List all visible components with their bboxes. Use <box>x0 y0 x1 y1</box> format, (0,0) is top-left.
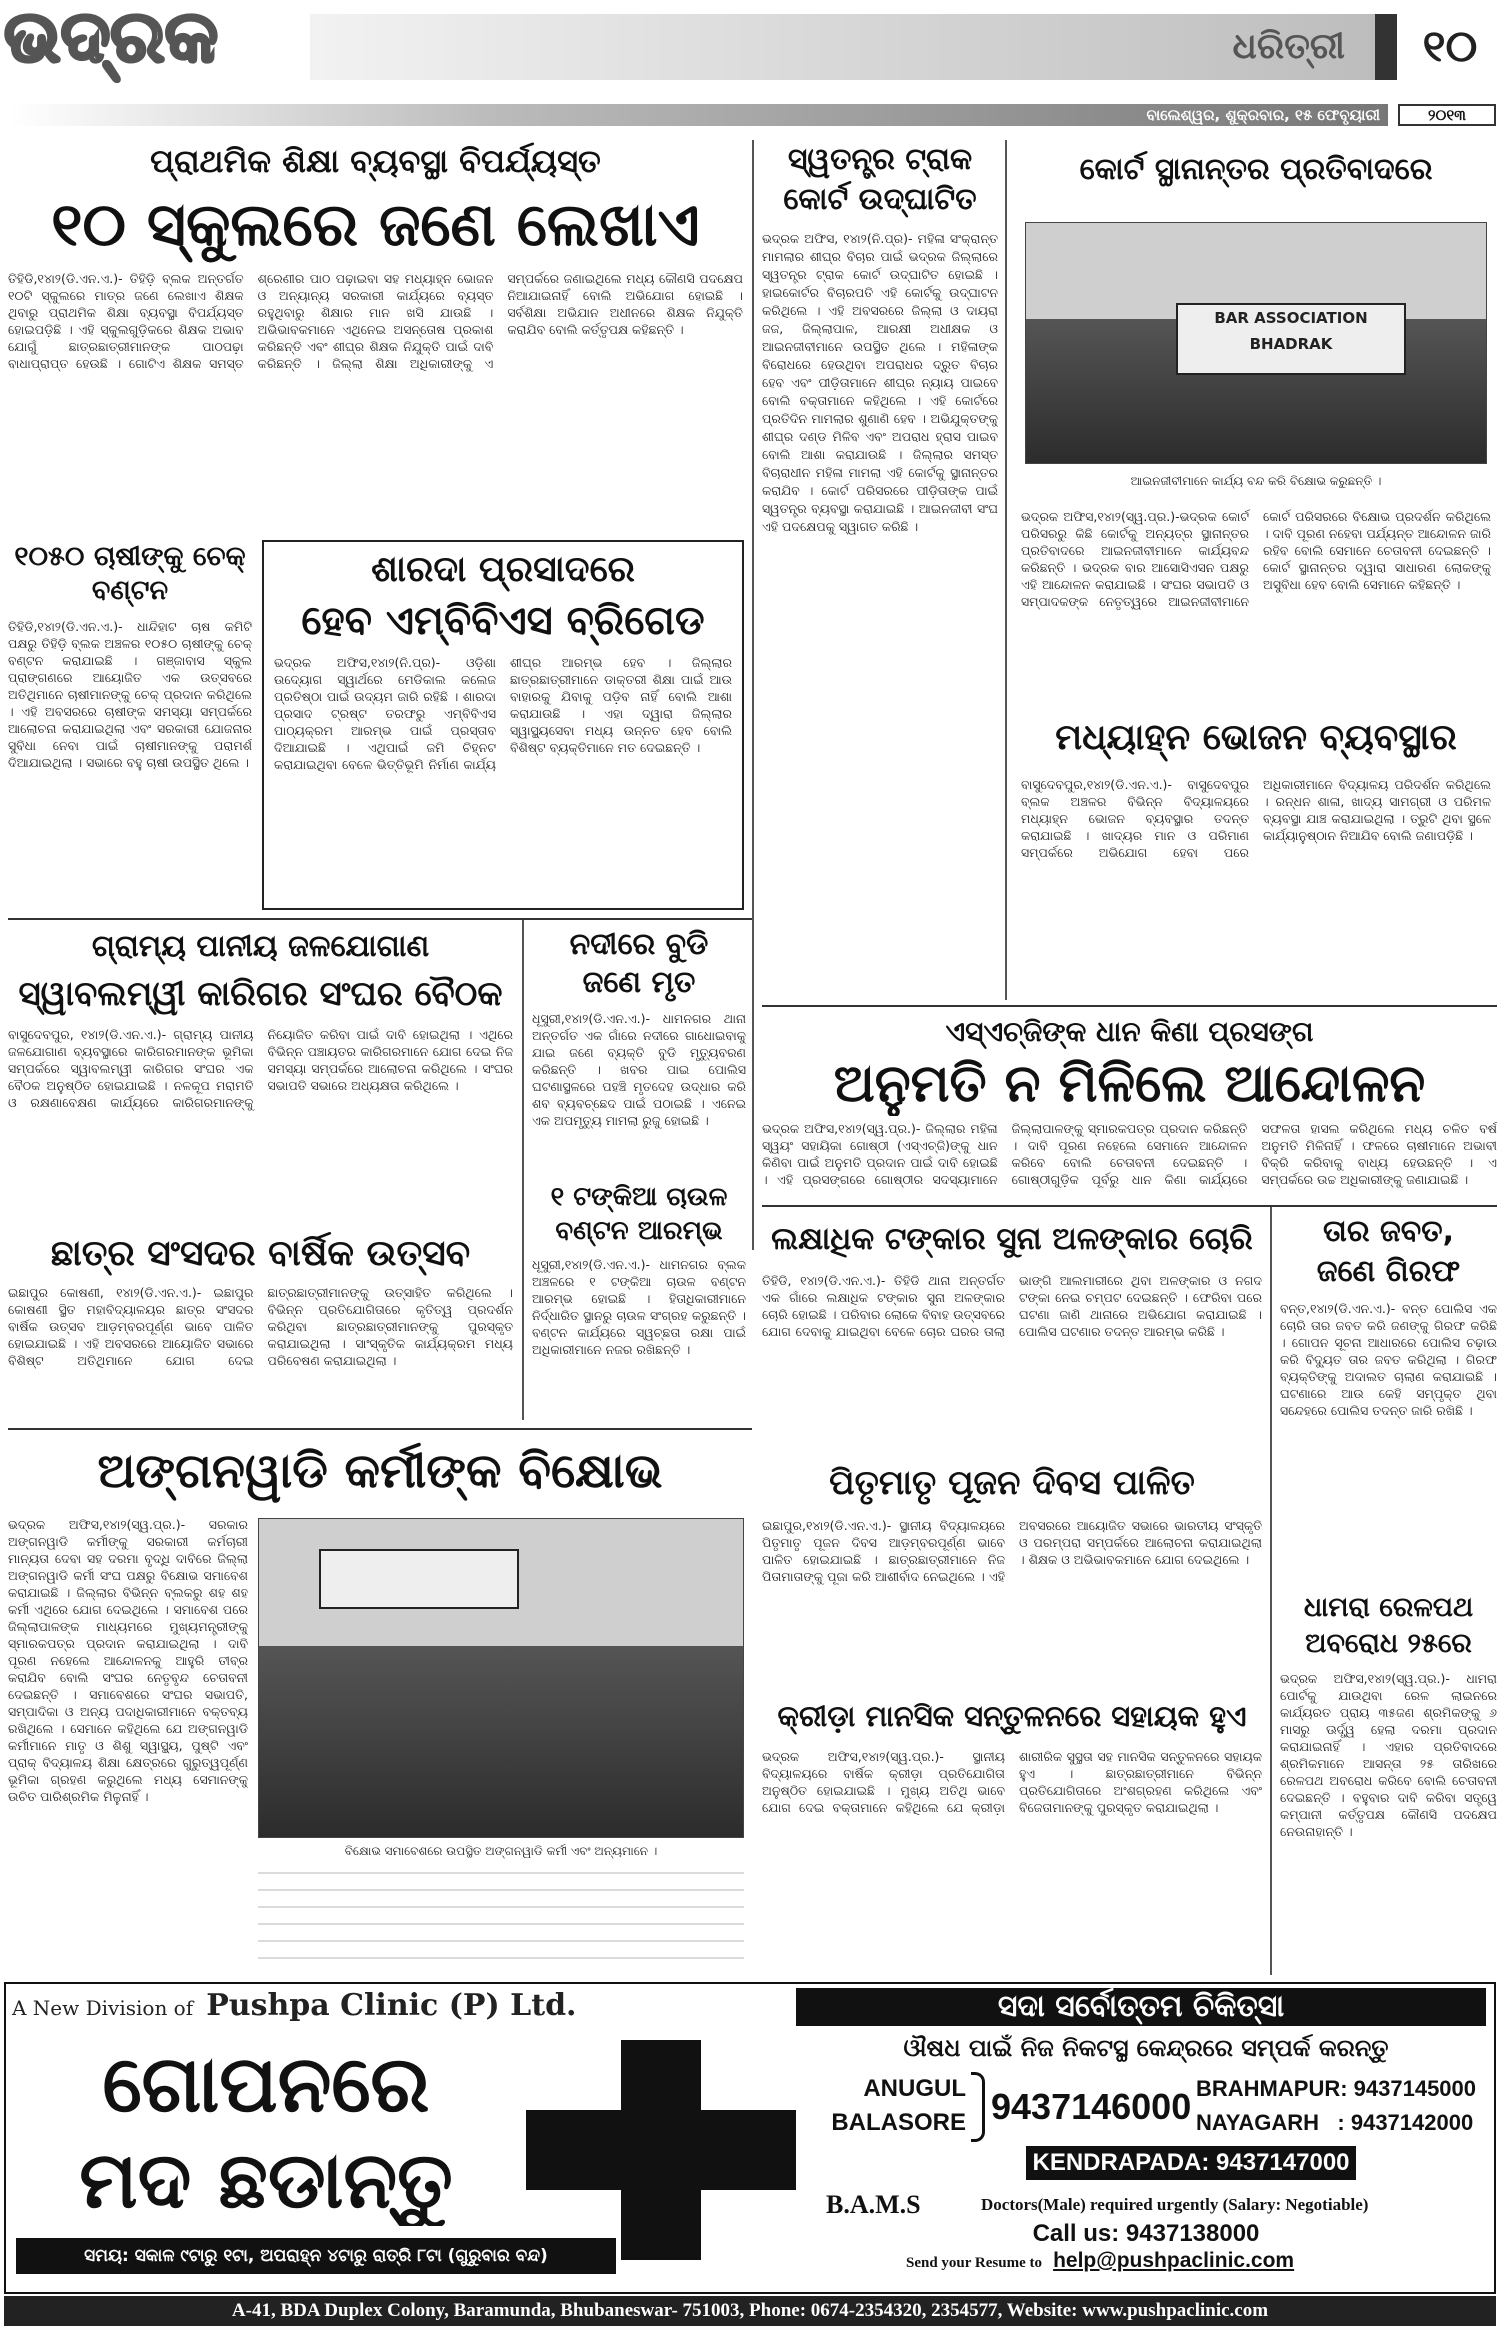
water-headline-line2: ସ୍ୱାବଲମ୍ୱୀ କାରିଗର ସଂଘର ବୈଠକ <box>18 974 503 1014</box>
railway-article <box>1280 1590 1497 1975</box>
brace <box>971 2072 985 2142</box>
anganwadi-body-cont <box>258 1868 744 1970</box>
masthead-logo: ଭଦ୍ରକ <box>4 0 218 78</box>
masthead <box>0 0 1500 128</box>
sharada-headline-line2: ହେବ ଏମ୍ବିବିଏସ ବ୍ରିଗେଡ <box>301 598 705 644</box>
river-article <box>532 926 746 1171</box>
anganwadi-photo <box>258 1518 744 1838</box>
center-nayagarh: NAYAGARH : 9437142000 <box>1196 2110 1474 2135</box>
call-us: Call us: 9437138000 <box>1032 2220 1260 2247</box>
gold-headline: ଲକ୍ଷାଧିକ ଟଙ୍କାର ସୁନା ଅଳଙ୍କାର ଚୋରି <box>771 1221 1253 1257</box>
center-brahmapur: BRAHMAPUR: 9437145000 <box>1196 2076 1477 2101</box>
court-body: ଭଦ୍ରକ ଅଫିସ,୧୪ା୨(ସ୍ୱ.ପ୍ର.)-ଭଦ୍ରକ କୋର୍ଟ ପରିସରରୁ କିଛି କୋର୍ଟକୁ ଅନ୍ୟତ୍ର ସ୍ଥାନାନ୍ତର ପ୍ରତିବାଦରେ ଆଇନଜୀବୀମାନେ କାର୍ଯ୍ୟବନ୍ଦ କରିଛନ୍ତି । ଭଦ୍ରକ ବାର ଆସୋସିଏସନ ପକ୍ଷରୁ ଏହି ଆନ୍ଦୋଳନ କରାଯାଇଛି । ସଂଘର ସଭାପତି ଓ ସମ୍ପାଦକଙ୍କ ନେତୃତ୍ୱରେ ଆଇନଜୀବୀମାନେ କୋର୍ଟ ପରିସରରେ ବିକ୍ଷୋଭ ପ୍ରଦର୍ଶନ କରିଥିଲେ । ଦାବି ପୂରଣ ନହେବା ପର୍ଯ୍ୟନ୍ତ ଆନ୍ଦୋଳନ ଜାରି ରହିବ ବୋଲି ସେମାନେ ଚେତାବନୀ ଦେଇଛନ୍ତି । କୋର୍ଟ ସ୍ଥାନାନ୍ତର ଦ୍ୱାରା ସାଧାରଣ ଲୋକଙ୍କୁ ଅସୁବିଧା ହେବ ବୋଲି ସେମାନେ କହିଛନ୍ତି । <box>1021 509 1491 609</box>
page-number: ୧୦ <box>1422 21 1478 72</box>
railway-headline-line1: ଧାମରା ରେଳପଥ <box>1303 1592 1474 1623</box>
clinic-name: Pushpa Clinic (P) Ltd. <box>206 1988 577 2023</box>
section-rule <box>762 1205 1497 1207</box>
gold-article <box>762 1212 1262 1452</box>
court-caption: ଆଇନଜୀବୀମାନେ କାର୍ଯ୍ୟ ବନ୍ଦ କରି ବିକ୍ଷୋଭ କରୁଛନ୍ତି । <box>1130 474 1382 488</box>
centers-left <box>816 2072 966 2142</box>
water-body: ବାସୁଦେବପୁର, ୧୪ା୨(ଡି.ଏନ.ଏ.)- ଗ୍ରାମ୍ୟ ପାନୀୟ ଜଳଯୋଗାଣ ବ୍ୟବସ୍ଥାରେ କାରିଗରମାନଙ୍କ ଭୂମିକା ସମ୍ପର୍କରେ ସ୍ୱାବଲମ୍ୱୀ କାରିଗର ସଂଘର ଏକ ବୈଠକ ଅନୁଷ୍ଠିତ ହୋଇଯାଇଛି । ନଳକୂପ ମରାମତି ଓ ରକ୍ଷଣାବେକ୍ଷଣ କାର୍ଯ୍ୟରେ କାରିଗରମାନଙ୍କୁ ନିୟୋଜିତ କରିବା ପାଇଁ ଦାବି ହୋଇଥିଲା । ଏଥିରେ ବିଭିନ୍ନ ପଞ୍ଚାୟତର କାରିଗରମାନେ ଯୋଗ ଦେଇ ନିଜ ସମସ୍ୟା ସମ୍ପର୍କରେ ଆଲୋଚନା କରିଥିଲେ । ସଂଘର ସଭାପତି ସଭାରେ ଅଧ୍ୟକ୍ଷତା କରିଥିଲେ । <box>8 1027 513 1110</box>
river-headline-line2: ଜଣେ ମୃତ <box>582 965 696 1000</box>
address-bar: A-41, BDA Duplex Colony, Baramunda, Bhubaneswar- 751003, Phone: 0674-2354320, 2354577, Website: www.pushpaclinic.com <box>4 2296 1496 2326</box>
anganwadi-photo-banner <box>319 1549 519 1609</box>
wire-body: ବନ୍ତ,୧୪ା୨(ଡି.ଏନ.ଏ.)- ବନ୍ତ ପୋଲିସ ଏକ ଚୋରି ତାର ଜବତ କରି ଜଣଙ୍କୁ ଗିରଫ କରିଛି । ଗୋପନ ସୂଚନା ଆଧାରରେ ପୋଲିସ ଚଢ଼ାଉ କରି ବିଦ୍ୟୁତ ତାର ଜବତ କରିଥିଲା । ଗିରଫ ବ୍ୟକ୍ତିଙ୍କୁ ଅଦାଲତ ଚାଲାଣ କରାଯାଇଛି । ଘଟଣାରେ ଆଉ କେହି ସମ୍ପୃକ୍ତ ଥିବା ସନ୍ଦେହରେ ପୋଲିସ ତଦନ୍ତ ଜାରି ରଖିଛି । <box>1280 1301 1497 1418</box>
cheque-body: ତିହିଡି,୧୪ା୨(ଡି.ଏନ.ଏ.)- ଧାନ୍ଦିହାଟ ଚାଷ କମିଟି ପକ୍ଷରୁ ତିହିଡ଼ି ବ୍ଲକ ଅଞ୍ଚଳର ୧୦୫୦ ଚାଷୀଙ୍କୁ ଚେକ୍ ବଣ୍ଟନ କରାଯାଇଛି । ଗଞ୍ଜାବାସ ସ୍କୁଲ ପ୍ରାଙ୍ଗଣରେ ଆୟୋଜିତ ଏକ ଉତ୍ସବରେ ଅତିଥିମାନେ ଚାଷୀମାନଙ୍କୁ ଚେକ୍ ପ୍ରଦାନ କରିଥିଲେ । ଏହି ଅବସରରେ ଚାଷୀଙ୍କ ସମସ୍ୟା ସମ୍ପର୍କରେ ଆଲୋଚନା କରାଯାଇଥିଲା ଏବଂ ସରକାରୀ ଯୋଜନାର ସୁବିଧା ନେବା ପାଇଁ ଚାଷୀମାନଙ୍କୁ ପରାମର୍ଶ ଦିଆଯାଇଥିଲା । ସଭାରେ ବହୁ ଚାଷୀ ଉପସ୍ଥିତ ଥିଲେ । <box>8 619 252 770</box>
contact-prompt: ଔଷଧ ପାଇଁ ନିଜ ନିକଟସ୍ଥ କେନ୍ଦ୍ରରେ ସମ୍ପର୍କ କରନ୍ତୁ <box>903 2034 1389 2062</box>
school-headline: ୧୦ ସ୍କୁଲରେ ଜଣେ ଲେଖାଏ <box>51 190 700 260</box>
sports-body: ଭଦ୍ରକ ଅଫିସ,୧୪ା୨(ସ୍ୱ.ପ୍ର.)- ସ୍ଥାନୀୟ ବିଦ୍ୟାଳୟରେ ବାର୍ଷିକ କ୍ରୀଡ଼ା ପ୍ରତିଯୋଗିତା ଅନୁଷ୍ଠିତ ହୋଇଯାଇଛି । ମୁଖ୍ୟ ଅତିଥି ଭାବେ ଯୋଗ ଦେଇ ବକ୍ତାମାନେ କହିଥିଲେ ଯେ କ୍ରୀଡ଼ା ଶାରୀରିକ ସୁସ୍ଥତା ସହ ମାନସିକ ସନ୍ତୁଳନରେ ସହାୟକ ହୁଏ । ଛାତ୍ରଛାତ୍ରୀମାନେ ବିଭିନ୍ନ ପ୍ରତିଯୋଗିତାରେ ଅଂଶଗ୍ରହଣ କରିଥିଲେ ଏବଂ ବିଜେତାମାନଙ୍କୁ ପୁରସ୍କୃତ କରାଯାଇଥିଲା । <box>762 1749 1262 1815</box>
bams: B.A.M.S <box>826 2190 921 2219</box>
section-rule <box>8 1428 752 1430</box>
email-link[interactable]: help@pushpaclinic.com <box>1053 2249 1295 2272</box>
main-line1: ଗୋପନରେ <box>102 2040 430 2130</box>
vacancy: Doctors(Male) required urgently (Salary: Negotiable) <box>981 2195 1369 2214</box>
anganwadi-article <box>8 1436 752 1976</box>
year-box: ୨୦୧୩ <box>1398 104 1496 126</box>
parliament-article <box>8 1230 513 1425</box>
sharada-body: ଭଦ୍ରକ ଅଫିସ,୧୪ା୨(ନି.ପ୍ର)- ଓଡ଼ିଶା ଉଦ୍ୟୋଗ ସ୍ୱାର୍ଥରେ ମେଡିକାଲ କଲେଜ ପ୍ରତିଷ୍ଠା ପାଇଁ ଉଦ୍ୟମ ଜାରି ରହିଛି । ଶାରଦା ପ୍ରସାଦ ଟ୍ରଷ୍ଟ ତରଫରୁ ଏମ୍ବିବିଏସ ପାଠ୍ୟକ୍ରମ ଆରମ୍ଭ ପାଇଁ ପ୍ରସ୍ତାବ ଦିଆଯାଇଛି । ଏଥିପାଇଁ ଜମି ଚିହ୍ନଟ କରାଯାଇଥିବା ବେଳେ ଭିତ୍ତିଭୂମି ନିର୍ମାଣ କାର୍ଯ୍ୟ ଶୀଘ୍ର ଆରମ୍ଭ ହେବ । ଜିଲ୍ଲାର ଛାତ୍ରଛାତ୍ରୀମାନେ ଡାକ୍ତରୀ ଶିକ୍ଷା ପାଇଁ ଆଉ ବାହାରକୁ ଯିବାକୁ ପଡ଼ିବ ନାହିଁ ବୋଲି ଆଶା କରାଯାଉଛି । ଏହା ଦ୍ୱାରା ଜିଲ୍ଲାର ସ୍ୱାସ୍ଥ୍ୟସେବା ମଧ୍ୟ ଉନ୍ନତ ହେବ ବୋଲି ବିଶିଷ୍ଟ ବ୍ୟକ୍ତିମାନେ ମତ ଦେଇଛନ୍ତି । <box>274 655 732 772</box>
paddy-article <box>762 1012 1497 1202</box>
center-kendrapada: KENDRAPADA: 9437147000 <box>1026 2146 1356 2180</box>
court-photo-banner: BAR ASSOCIATION BHADRAK <box>1176 303 1406 375</box>
railway-headline-line2: ଅବରୋଧ ୨୫ରେ <box>1305 1628 1472 1659</box>
anganwadi-body: ଭଦ୍ରକ ଅଫିସ,୧୪ା୨(ସ୍ୱ.ପ୍ର.)- ସରକାର ଅଙ୍ଗନୱାଡି କର୍ମୀଙ୍କୁ ସରକାରୀ କର୍ମଚାରୀ ମାନ୍ୟତା ଦେବା ସହ ଦରମା ବୃଦ୍ଧି ଦାବିରେ ଜିଲ୍ଲା ଅଙ୍ଗନୱାଡି କର୍ମୀ ସଂଘ ପକ୍ଷରୁ ବିକ୍ଷୋଭ ସମାବେଶ କରାଯାଇଛି । ଜିଲ୍ଲାର ବିଭିନ୍ନ ବ୍ଲକରୁ ଶହ ଶହ କର୍ମୀ ଏଥିରେ ଯୋଗ ଦେଇଥିଲେ । ସମାବେଶ ପରେ ଜିଲ୍ଲାପାଳଙ୍କ ମାଧ୍ୟମରେ ମୁଖ୍ୟମନ୍ତ୍ରୀଙ୍କୁ ସ୍ମାରକପତ୍ର ପ୍ରଦାନ କରାଯାଇଥିଲା । ଦାବି ପୂରଣ ନହେଲେ ଆନ୍ଦୋଳନକୁ ଆହୁରି ତୀବ୍ର କରାଯିବ ବୋଲି ସଂଘର ନେତୃବୃନ୍ଦ ଚେତାବନୀ ଦେଇଛନ୍ତି । ସମାବେଶରେ ସଂଘର ସଭାପତି, ସମ୍ପାଦିକା ଓ ଅନ୍ୟ ପଦାଧିକାରୀମାନେ ବକ୍ତବ୍ୟ ରଖିଥିଲେ । ସେମାନେ କହିଥିଲେ ଯେ ଅଙ୍ଗନୱାଡି କର୍ମୀମାନେ ମାତୃ ଓ ଶିଶୁ ସ୍ୱାସ୍ଥ୍ୟ, ପୁଷ୍ଟି ଏବଂ ପ୍ରାକ୍ ବିଦ୍ୟାଳୟ ଶିକ୍ଷା କ୍ଷେତ୍ରରେ ଗୁରୁତ୍ୱପୂର୍ଣ୍ଣ ଭୂମିକା ଗ୍ରହଣ କରୁଥିଲେ ମଧ୍ୟ ସେମାନଙ୍କୁ ଉଚିତ ପାରିଶ୍ରମିକ ମିଳୁନାହିଁ । <box>8 1517 248 1804</box>
midday-body: ବାସୁଦେବପୁର,୧୪ା୨(ଡି.ଏନ.ଏ.)- ବାସୁଦେବପୁର ବ୍ଲକ ଅଞ୍ଚଳର ବିଭିନ୍ନ ବିଦ୍ୟାଳୟରେ ମଧ୍ୟାହ୍ନ ଭୋଜନ ବ୍ୟବସ୍ଥାର ତଦନ୍ତ କରାଯାଇଛି । ଖାଦ୍ୟର ମାନ ଓ ପରିମାଣ ସମ୍ପର୍କରେ ଅଭିଯୋଗ ହେବା ପରେ ଅଧିକାରୀମାନେ ବିଦ୍ୟାଳୟ ପରିଦର୍ଶନ କରିଥିଲେ । ରନ୍ଧନ ଶାଳା, ଖାଦ୍ୟ ସାମଗ୍ରୀ ଓ ପରିମଳ ବ୍ୟବସ୍ଥା ଯାଞ୍ଚ କରାଯାଇଥିଲା । ତ୍ରୁଟି ଥିବା ସ୍ଥଳେ କାର୍ଯ୍ୟାନୁଷ୍ଠାନ ନିଆଯିବ ବୋଲି ଜଣାପଡ଼ିଛି । <box>1021 777 1491 860</box>
phone-left: 9437146000 <box>991 2086 1192 2127</box>
court-headline: କୋର୍ଟ ସ୍ଥାନାନ୍ତର ପ୍ରତିବାଦରେ <box>1079 152 1433 187</box>
section-name: ଧରିତ୍ରୀ <box>1232 26 1345 67</box>
cheque-article <box>8 540 252 920</box>
midday-article <box>1015 708 1497 1003</box>
midday-headline: ମଧ୍ୟାହ୍ନ ଭୋଜନ ବ୍ୟବସ୍ଥାର <box>1055 717 1457 758</box>
rice-headline-line2: ବଣ୍ଟନ ଆରମ୍ଭ <box>555 1216 723 1246</box>
school-article <box>8 140 743 535</box>
rice-headline-line1: ୧ ଟଙ୍କିଆ ଚାଉଳ <box>550 1182 728 1212</box>
center-anugul: ANUGUL <box>863 2075 966 2102</box>
school-kicker: ପ୍ରାଥମିକ ଶିକ୍ଷା ବ୍ୟବସ୍ଥା ବିପର୍ଯ୍ୟସ୍ତ <box>150 142 601 180</box>
water-article <box>8 926 513 1226</box>
column-divider <box>752 140 754 1250</box>
dateline: ବାଲେଶ୍ୱର, ଶୁକ୍ରବାର, ୧୫ ଫେବୃୟାରୀ <box>1146 106 1380 124</box>
column-divider <box>1005 140 1007 1000</box>
paddy-body: ଭଦ୍ରକ ଅଫିସ,୧୪ା୨(ସ୍ୱ.ପ୍ର.)- ଜିଲ୍ଲାର ମହିଳା ସ୍ୱୟଂ ସହାୟିକା ଗୋଷ୍ଠୀ (ଏସ୍ଏଚ୍‌ଜି)ଙ୍କୁ ଧାନ କିଣିବା ପାଇଁ ଅନୁମତି ପ୍ରଦାନ ପାଇଁ ଦାବି ହୋଇଛି । ଏହି ପ୍ରସଙ୍ଗରେ ଗୋଷ୍ଠୀର ସଦସ୍ୟାମାନେ ଜିଲ୍ଲାପାଳଙ୍କୁ ସ୍ମାରକପତ୍ର ପ୍ରଦାନ କରିଛନ୍ତି । ଦାବି ପୂରଣ ନହେଲେ ସେମାନେ ଆନ୍ଦୋଳନ କରିବେ ବୋଲି ଚେତାବନୀ ଦେଇଛନ୍ତି । ଗୋଷ୍ଠୀଗୁଡ଼ିକ ପୂର୍ବରୁ ଧାନ କିଣା କାର୍ଯ୍ୟରେ ସଫଳତା ହାସଲ କରିଥିଲେ ମଧ୍ୟ ଚଳିତ ବର୍ଷ ଅନୁମତି ମିଳିନାହିଁ । ଫଳରେ ଚାଷୀମାନେ ଅଭାବୀ ବିକ୍ରି କରିବାକୁ ବାଧ୍ୟ ହେଉଛନ୍ତି । ଏ ସମ୍ପର୍କରେ ଉଚ୍ଚ ଅଧିକାରୀଙ୍କୁ ଜଣାଯାଇଛି । <box>762 1121 1497 1187</box>
wire-headline-line1: ତାର ଜବତ, <box>1322 1214 1454 1249</box>
resume-prefix: Send your Resume to <box>906 2255 1042 2271</box>
railway-body: ଭଦ୍ରକ ଅଫିସ,୧୪ା୨(ସ୍ୱ.ପ୍ର.)- ଧାମରା ପୋର୍ଟକୁ ଯାଉଥିବା ରେଳ ଲାଇନରେ କାର୍ଯ୍ୟରତ ପ୍ରାୟ ୩୫ଜଣ ଶ୍ରମିକଙ୍କୁ ୬ ମାସରୁ ଊର୍ଦ୍ଧ୍ୱ ହେଲା ଦରମା ପ୍ରଦାନ କରାଯାଇନାହିଁ । ଏହାର ପ୍ରତିବାଦରେ ଶ୍ରମିକମାନେ ଆସନ୍ତା ୨୫ ତାରିଖରେ ରେଳପଥ ଅବରୋଧ କରିବେ ବୋଲି ଚେତାବନୀ ଦେଇଛନ୍ତି । ବହୁବାର ଦାବି କରିବା ସତ୍ତ୍ୱେ କମ୍ପାନୀ କର୍ତ୍ତୃପକ୍ଷ କୌଣସି ପଦକ୍ଷେପ ନେଉନାହାନ୍ତି । <box>1280 1671 1497 1839</box>
resume-line <box>906 2248 1486 2274</box>
parents-headline: ପିତୃମାତୃ ପୂଜନ ଦିବସ ପାଳିତ <box>829 1463 1195 1503</box>
sports-article <box>762 1690 1262 1975</box>
division-prefix: A New Division of <box>12 1996 194 2020</box>
river-body: ଧୂସୁରୀ,୧୪ା୨(ଡି.ଏନ.ଏ.)- ଧାମନଗର ଥାନା ଅନ୍ତର୍ଗତ ଏକ ଗାଁରେ ନଦୀରେ ଗାଧୋଇବାକୁ ଯାଇ ଜଣେ ବ୍ୟକ୍ତି ବୁଡି ମୃତ୍ୟୁବରଣ କରିଛନ୍ତି । ଖବର ପାଇ ପୋଲିସ ଘଟଣାସ୍ଥଳରେ ପହଞ୍ଚି ମୃତଦେହ ଉଦ୍ଧାର କରି ଶବ ବ୍ୟବଚ୍ଛେଦ ପାଇଁ ପଠାଇଛି । ଏନେଇ ଏକ ଅପମୃତ୍ୟୁ ମାମଲା ରୁଜୁ ହୋଇଛି । <box>532 1011 746 1128</box>
cross-icon <box>526 2040 796 2260</box>
rice-body: ଧୂସୁରୀ,୧୪ା୨(ଡି.ଏନ.ଏ.)- ଧାମନଗର ବ୍ଲକ ଅଞ୍ଚଳରେ ୧ ଟଙ୍କିଆ ଚାଉଳ ବଣ୍ଟନ ଆରମ୍ଭ ହୋଇଛି । ହିତାଧିକାରୀମାନେ ନିର୍ଦ୍ଧାରିତ ସ୍ଥାନରୁ ଚାଉଳ ସଂଗ୍ରହ କରୁଛନ୍ତି । ବଣ୍ଟନ କାର୍ଯ୍ୟରେ ସ୍ୱଚ୍ଛତା ରକ୍ଷା ପାଇଁ ଅଧିକାରୀମାନେ ନଜର ରଖିଛନ୍ତି । <box>532 1257 746 1357</box>
parents-article <box>762 1455 1262 1685</box>
column-divider <box>522 920 524 1420</box>
wire-article <box>1280 1212 1497 1582</box>
column-divider <box>1270 1205 1272 1975</box>
wire-headline-line2: ଜଣେ ଗିରଫ <box>1316 1254 1461 1289</box>
main-line2: ମଦ ଛଡାନ୍ତୁ <box>79 2136 453 2226</box>
tagline-bar: ସଦା ସର୍ବୋତ୍ତମ ଚିକିତ୍ସା <box>796 1988 1486 2026</box>
masthead-band <box>310 14 1375 80</box>
fasttrack-article <box>762 140 998 1000</box>
court-photo <box>1025 222 1487 464</box>
fasttrack-body: ଭଦ୍ରକ ଅଫିସ, ୧୪ା୨(ନି.ପ୍ର)- ମହିଳା ସଂକ୍ରାନ୍ତ ମାମଲାର ଶୀଘ୍ର ବିଚାର ପାଇଁ ଭଦ୍ରକ ଜିଲ୍ଲାରେ ସ୍ୱତନ୍ତ୍ର ଟ୍ରାକ କୋର୍ଟ ଉଦ୍‌ଘାଟିତ ହୋଇଛି । ହାଇକୋର୍ଟର ବିଚାରପତି ଏହି କୋର୍ଟକୁ ଉଦ୍‌ଘାଟନ କରିଥିଲେ । ଏହି ଅବସରରେ ଜିଲ୍ଲା ଓ ଦାୟରା ଜଜ, ଜିଲ୍ଲାପାଳ, ଆରକ୍ଷୀ ଅଧୀକ୍ଷକ ଓ ଆଇନଜୀବୀମାନେ ଉପସ୍ଥିତ ଥିଲେ । ମହିଳାଙ୍କ ବିରୋଧରେ ହେଉଥିବା ଅପରାଧର ଦ୍ରୁତ ବିଚାର ହେବ ଏବଂ ପୀଡ଼ିତାମାନେ ଶୀଘ୍ର ନ୍ୟାୟ ପାଇବେ ବୋଲି ବକ୍ତାମାନେ କହିଥିଲେ । ଏହି କୋର୍ଟରେ ପ୍ରତିଦିନ ମାମଲାର ଶୁଣାଣି ହେବ । ଅଭିଯୁକ୍ତଙ୍କୁ ଶୀଘ୍ର ଦଣ୍ଡ ମିଳିବ ଏବଂ ଅପରାଧ ହ୍ରାସ ପାଇବ ବୋଲି ଆଶା କରାଯାଉଛି । ଜିଲ୍ଲାର ସମସ୍ତ ବିଚାରାଧୀନ ମହିଳା ମାମଲା ଏହି କୋର୍ଟକୁ ସ୍ଥାନାନ୍ତର କରାଯିବ । କୋର୍ଟ ପରିସରରେ ପୀଡ଼ିତାଙ୍କ ପାଇଁ ସ୍ୱତନ୍ତ୍ର ବ୍ୟବସ୍ଥା କରାଯାଇଛି । ଆଇନଜୀବୀ ସଂଘ ଏହି ପଦକ୍ଷେପକୁ ସ୍ୱାଗତ କରିଛି । <box>762 231 998 534</box>
parliament-body: ଇଛାପୁର କୋଷଣୀ, ୧୪ା୨(ଡି.ଏନ.ଏ.)- ଇଛାପୁର କୋଷଣୀ ସ୍ଥିତ ମହାବିଦ୍ୟାଳୟର ଛାତ୍ର ସଂସଦର ବାର୍ଷିକ ଉତ୍ସବ ଆଡ଼ମ୍ବରପୂର୍ଣ୍ଣ ଭାବେ ପାଳିତ ହୋଇଯାଇଛି । ଏହି ଅବସରରେ ଆୟୋଜିତ ସଭାରେ ବିଶିଷ୍ଟ ଅତିଥିମାନେ ଯୋଗ ଦେଇ ଛାତ୍ରଛାତ୍ରୀମାନଙ୍କୁ ଉତ୍ସାହିତ କରିଥିଲେ । ବିଭିନ୍ନ ପ୍ରତିଯୋଗିତାରେ କୃତିତ୍ୱ ପ୍ରଦର୍ଶନ କରିଥିବା ଛାତ୍ରଛାତ୍ରୀମାନଙ୍କୁ ପୁରସ୍କୃତ କରାଯାଇଥିଲା । ସାଂସ୍କୃତିକ କାର୍ଯ୍ୟକ୍ରମ ମଧ୍ୟ ପରିବେଷଣ କରାଯାଇଥିଲା । <box>8 1285 513 1368</box>
anganwadi-headline: ଅଙ୍ଗନୱାଡି କର୍ମୀଙ୍କ ବିକ୍ଷୋଭ <box>97 1443 663 1499</box>
clinic-advertisement <box>4 1982 1496 2294</box>
section-rule <box>8 918 752 920</box>
division-line <box>12 1986 752 2026</box>
section-rule <box>762 1005 1497 1007</box>
water-headline-line1: ଗ୍ରାମ୍ୟ ପାନୀୟ ଜଳଯୋଗାଣ <box>91 929 430 964</box>
river-headline-line1: ନଦୀରେ ବୁଡି <box>569 927 709 962</box>
fasttrack-headline-line2: କୋର୍ଟ ଉଦ୍‌ଘାଟିତ <box>783 182 977 217</box>
sharada-box <box>262 540 744 910</box>
sports-headline: କ୍ରୀଡ଼ା ମାନସିକ ସନ୍ତୁଳନରେ ସହାୟକ ହୁଏ <box>777 1699 1247 1733</box>
sharada-headline-line1: ଶାରଦା ପ୍ରସାଦରେ <box>371 549 635 590</box>
rice-article <box>532 1180 746 1420</box>
anganwadi-caption: ବିକ୍ଷୋଭ ସମାବେଶରେ ଉପସ୍ଥିତ ଅଙ୍ଗନୱାଡି କର୍ମୀ ଏବଂ ଅନ୍ୟମାନେ । <box>344 1844 658 1858</box>
gold-body: ତିହିଡି, ୧୪ା୨(ଡି.ଏନ.ଏ.)- ତିହିଡି ଥାନା ଅନ୍ତର୍ଗତ ଏକ ଗାଁରେ ଲକ୍ଷାଧିକ ଟଙ୍କାର ସୁନା ଅଳଙ୍କାର ଚୋରି ହୋଇଛି । ପରିବାର ଲୋକେ ବିବାହ ଉତ୍ସବରେ ଯୋଗ ଦେବାକୁ ଯାଇଥିବା ବେଳେ ଚୋର ଘରର ତାଲା ଭାଙ୍ଗି ଆଲମାରୀରେ ଥିବା ଅଳଙ୍କାର ଓ ନଗଦ ଟଙ୍କା ନେଇ ଚମ୍ପଟ ଦେଇଛନ୍ତି । ଫେରିବା ପରେ ଘଟଣା ଜାଣି ଥାନାରେ ଅଭିଯୋଗ କରାଯାଇଛି । ପୋଲିସ ଘଟଣାର ତଦନ୍ତ ଆରମ୍ଭ କରିଛି । <box>762 1273 1262 1339</box>
paddy-kicker: ଏସ୍ଏଚ୍‌ଜିଙ୍କ ଧାନ କିଣା ପ୍ରସଙ୍ଗ <box>945 1015 1314 1048</box>
parliament-headline: ଛାତ୍ର ସଂସଦର ବାର୍ଷିକ ଉତ୍ସବ <box>50 1233 471 1274</box>
timing-bar: ସମୟ: ସକାଳ ୯ଟାରୁ ୧ଟା, ଅପରାହ୍ନ ୪ଟାରୁ ରାତ୍ରି ୮ଟା (ଗୁରୁବାର ବନ୍ଦ) <box>16 2238 616 2274</box>
court-article <box>1015 140 1497 700</box>
school-body: ତିହିଡି,୧୪ା୨(ଡି.ଏନ.ଏ.)- ତିହିଡ଼ି ବ୍ଲକ ଅନ୍ତର୍ଗତ ୧୦ଟି ସ୍କୁଲରେ ମାତ୍ର ଜଣେ ଲେଖାଏ ଶିକ୍ଷକ ଥିବାରୁ ପ୍ରାଥମିକ ଶିକ୍ଷା ବ୍ୟବସ୍ଥା ବିପର୍ଯ୍ୟସ୍ତ ହୋଇପଡ଼ିଛି । ଏହି ସ୍କୁଲଗୁଡ଼ିକରେ ଶିକ୍ଷକ ଅଭାବ ଯୋଗୁଁ ଛାତ୍ରଛାତ୍ରୀମାନଙ୍କ ପାଠପଢ଼ା ବାଧାପ୍ରାପ୍ତ ହେଉଛି । ଗୋଟିଏ ଶିକ୍ଷକ ସମସ୍ତ ଶ୍ରେଣୀର ପାଠ ପଢ଼ାଇବା ସହ ମଧ୍ୟାହ୍ନ ଭୋଜନ ଓ ଅନ୍ୟାନ୍ୟ ସରକାରୀ କାର୍ଯ୍ୟରେ ବ୍ୟସ୍ତ ରହୁଥିବାରୁ ଶିକ୍ଷାର ମାନ ଖସି ଯାଉଛି । ଅଭିଭାବକମାନେ ଏଥିନେଇ ଅସନ୍ତୋଷ ପ୍ରକାଶ କରିଛନ୍ତି ଏବଂ ଶୀଘ୍ର ଶିକ୍ଷକ ନିଯୁକ୍ତି ପାଇଁ ଦାବି କରିଛନ୍ତି । ଜିଲ୍ଲା ଶିକ୍ଷା ଅଧିକାରୀଙ୍କୁ ଏ ସମ୍ପର୍କରେ ଜଣାଇଥିଲେ ମଧ୍ୟ କୌଣସି ପଦକ୍ଷେପ ନିଆଯାଇନାହିଁ ବୋଲି ଅଭିଯୋଗ ହୋଇଛି । ସର୍ବଶିକ୍ଷା ଅଭିଯାନ ଅଧୀନରେ ଶିକ୍ଷକ ନିଯୁକ୍ତି କରାଯିବ ବୋଲି କର୍ତ୍ତୃପକ୍ଷ କହିଛନ୍ତି । <box>8 271 743 371</box>
fasttrack-headline-line1: ସ୍ୱତନ୍ତ୍ର ଟ୍ରାକ <box>787 142 973 177</box>
paddy-headline: ଅନୁମତି ନ ମିଳିଲେ ଆନ୍ଦୋଳନ <box>833 1054 1426 1114</box>
cheque-headline: ୧୦୫୦ ଚାଷୀଙ୍କୁ ଚେକ୍ ବଣ୍ଟନ <box>14 541 246 606</box>
parents-body: ଇଛାପୁର,୧୪ା୨(ଡି.ଏନ.ଏ.)- ସ୍ଥାନୀୟ ବିଦ୍ୟାଳୟରେ ପିତୃମାତୃ ପୂଜନ ଦିବସ ଆଡ଼ମ୍ବରପୂର୍ଣ୍ଣ ଭାବେ ପାଳିତ ହୋଇଯାଇଛି । ଛାତ୍ରଛାତ୍ରୀମାନେ ନିଜ ପିତାମାତାଙ୍କୁ ପୂଜା କରି ଆଶୀର୍ବାଦ ନେଇଥିଲେ । ଏହି ଅବସରରେ ଆୟୋଜିତ ସଭାରେ ଭାରତୀୟ ସଂସ୍କୃତି ଓ ପରମ୍ପରା ସମ୍ପର୍କରେ ଆଲୋଚନା କରାଯାଇଥିଲା । ଶିକ୍ଷକ ଓ ଅଭିଭାବକମାନେ ଯୋଗ ଦେଇଥିଲେ । <box>762 1518 1262 1584</box>
center-balasore: BALASORE <box>831 2109 966 2136</box>
